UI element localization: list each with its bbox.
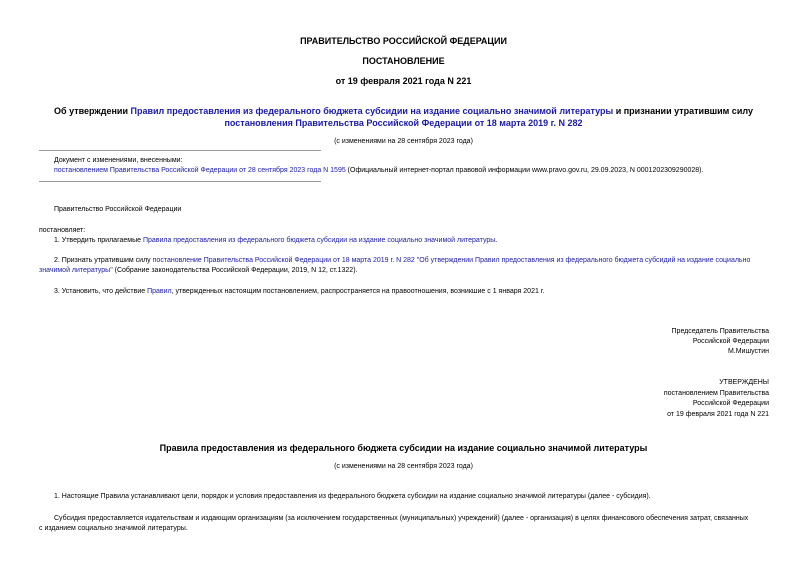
title-rules-link[interactable]: Правил предоставления из федерального бюджета субсидии на издание социально значимой литературы <box>130 106 614 116</box>
item-2-decree-link[interactable]: постановление Правительства Российской Федерации от 18 марта 2019 г. N 282 "Об утверждении Правил предоставления из федерального бюджета субсидий на издание социально <box>152 257 751 264</box>
item-1 <box>54 236 497 246</box>
rules-title: Правила предоставления из федерального бюджета субсидии на издание социально значимой литературы <box>159 443 648 453</box>
signature-block <box>469 327 769 357</box>
item-3-prefix: 3. Установить, что действие <box>54 288 148 295</box>
item-2-prefix: 2. Признать утратившим силу <box>54 257 153 264</box>
document-date-number: от 19 февраля 2021 года N 221 <box>335 76 472 86</box>
item-2-suffix: (Собрание законодательства Российской Федерации, 2019, N 12, ст.1322). <box>112 267 358 274</box>
item-1-rules-link[interactable]: Правила предоставления из федерального бюджета субсидии на издание социально значимой литературы <box>142 237 496 244</box>
item-1-prefix: 1. Утвердить прилагаемые <box>54 237 143 244</box>
item-2-line1 <box>54 256 750 266</box>
document-title-line2 <box>0 118 807 128</box>
approved-heading: УТВЕРЖДЕНЫ <box>719 379 769 386</box>
item-3-rules-link[interactable]: Правил <box>147 288 172 295</box>
amendments-top-rule <box>39 150 321 151</box>
approved-block <box>469 378 769 420</box>
title-middle: и признании утратившим силу <box>613 106 753 116</box>
approved-by: постановлением Правительства <box>663 389 769 397</box>
title-repealed-decree-link[interactable]: постановления Правительства Российской Федерации от 18 марта 2019 г. N 282 <box>224 118 583 128</box>
item-1-suffix: . <box>495 237 498 244</box>
rules-paragraph-2-line2: с изданием социально значимой литературы. <box>39 525 188 532</box>
rules-paragraph-2-line1: Субсидия предоставляется издательствам и издающим организациям (за исключением государственных (муниципальных) учреждений) (далее - организация) в целях финансового обеспечения затрат, связанных <box>54 515 749 522</box>
amendments-reference <box>54 166 703 176</box>
rules-changes-note: (с изменениями на 28 сентября 2023 года) <box>334 463 473 470</box>
amendment-source: (Официальный интернет-портал правовой информации www.pravo.gov.ru, 29.09.2023, N 0001202309290028). <box>345 167 704 174</box>
rules-paragraph-1: 1. Настоящие Правила устанавливают цели, порядок и условия предоставления из федерального бюджета субсидии на издание социально значимой литературы (далее - субсидия). <box>54 493 651 500</box>
item-3 <box>54 287 544 297</box>
title-prefix: Об утверждении <box>54 106 131 116</box>
item-2-line2 <box>39 266 357 276</box>
changes-note: (с изменениями на 28 сентября 2023 года) <box>334 138 473 145</box>
government-heading: ПРАВИТЕЛЬСТВО РОССИЙСКОЙ ФЕДЕРАЦИИ <box>300 36 507 46</box>
decrees-word: постановляет: <box>39 227 86 234</box>
signature-country: Российской Федерации <box>692 338 769 345</box>
amendments-intro: Документ с изменениями, внесенными: <box>54 157 183 164</box>
item-2-decree-link-cont[interactable]: значимой литературы" <box>39 267 113 274</box>
amendments-bottom-rule <box>39 181 321 182</box>
document-title-line1 <box>0 106 807 116</box>
signature-name: М.Мишустин <box>727 348 769 355</box>
issuing-authority: Правительство Российской Федерации <box>54 206 182 213</box>
approved-date: от 19 февраля 2021 года N 221 <box>667 410 769 418</box>
amendment-decree-link[interactable]: постановлением Правительства Российской Федерации от 28 сентября 2023 года N 1595 <box>54 167 346 174</box>
document-type: ПОСТАНОВЛЕНИЕ <box>362 56 445 66</box>
item-3-suffix: , утвержденных настоящим постановлением, распространяется на правоотношения, возникшие с 1 января 2021 г. <box>171 288 545 295</box>
signature-position: Председатель Правительства <box>671 328 769 335</box>
approved-country: Российской Федерации <box>692 400 769 407</box>
